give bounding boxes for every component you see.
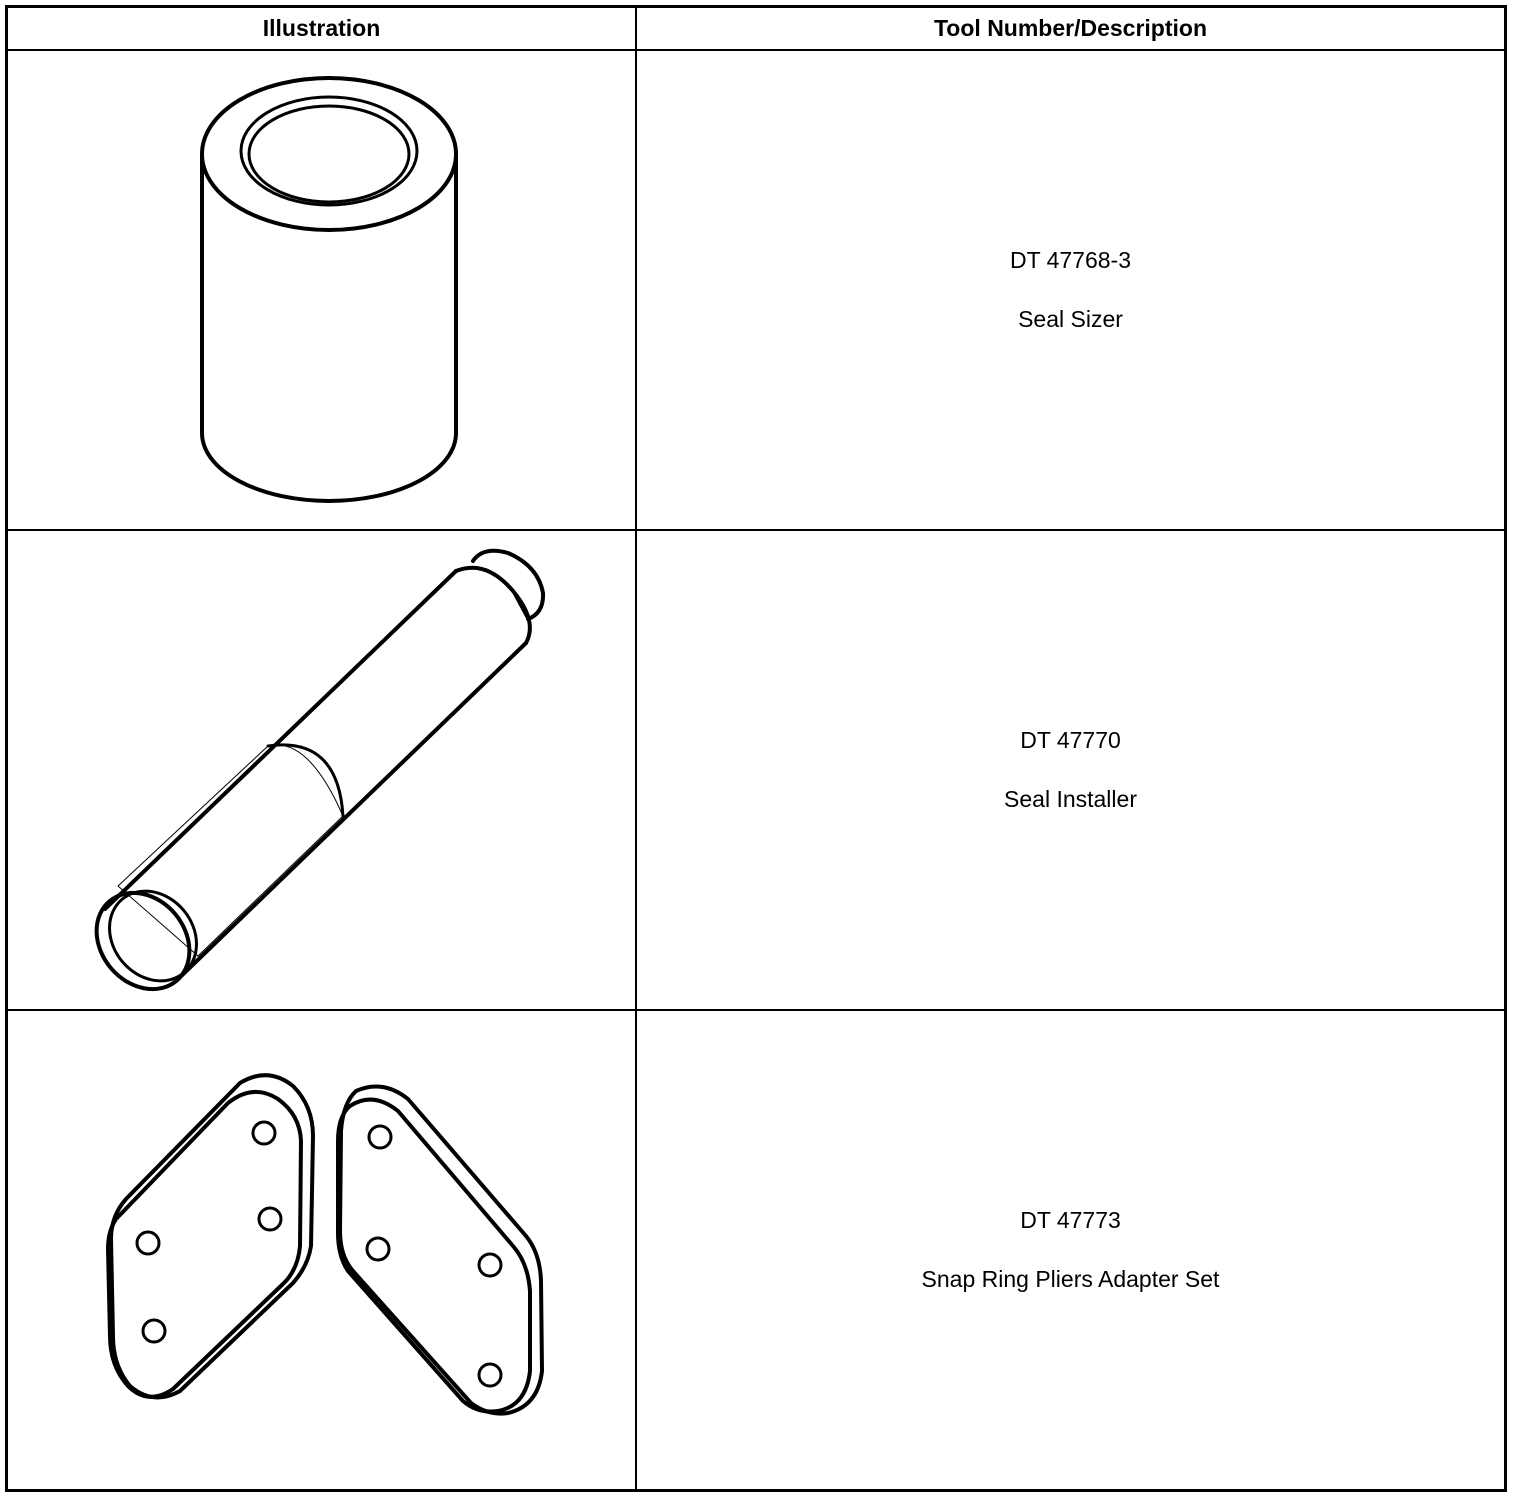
table-row <box>7 50 1506 530</box>
description-cell <box>636 50 1506 530</box>
header-tool-description: Tool Number/Description <box>636 7 1506 51</box>
tool-number: DT 47770 <box>1020 726 1121 753</box>
header-row <box>7 7 1506 51</box>
seal-sizer-icon <box>8 51 635 529</box>
snap-ring-adapter-icon <box>8 1011 635 1489</box>
seal-installer-icon <box>8 531 635 1009</box>
description-cell <box>636 530 1506 1010</box>
table-row <box>7 530 1506 1010</box>
illustration-cell <box>7 1010 637 1491</box>
tool-description: Seal Sizer <box>1018 305 1123 332</box>
tool-number: DT 47768-3 <box>1009 246 1132 273</box>
illustration-cell <box>7 530 637 1010</box>
tool-description: Snap Ring Pliers Adapter Set <box>921 1265 1220 1292</box>
header-illustration: Illustration <box>7 7 637 51</box>
illustration-cell <box>7 50 637 530</box>
tool-number: DT 47773 <box>1020 1206 1121 1233</box>
tool-description: Seal Installer <box>1004 785 1137 812</box>
special-tools-table <box>5 5 1507 1492</box>
description-cell <box>636 1010 1506 1491</box>
table-row <box>7 1010 1506 1491</box>
